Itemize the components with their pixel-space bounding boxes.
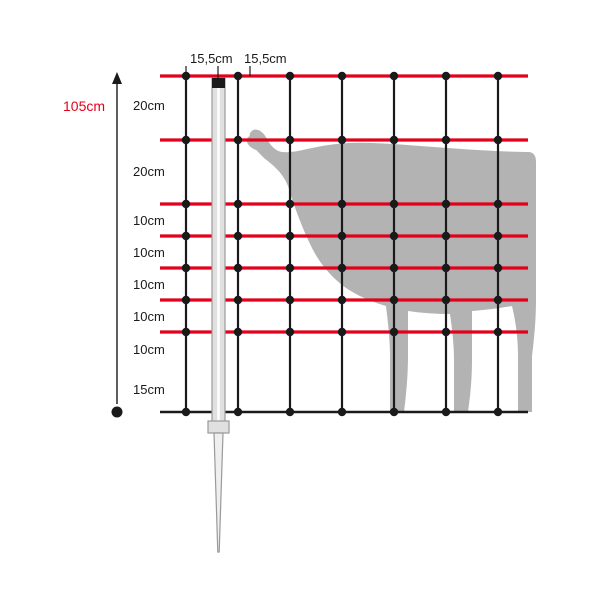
gap-label-4: 10cm (133, 245, 165, 260)
fence-post (208, 78, 229, 552)
gap-label-6: 10cm (133, 309, 165, 324)
total-height-label: 105cm (63, 98, 106, 114)
gap-label-7: 10cm (133, 342, 165, 357)
gap-label-3: 10cm (133, 213, 165, 228)
spacing-label-2: 15,5cm (244, 51, 287, 66)
gap-label-1: 20cm (133, 98, 165, 113)
gap-label-8: 15cm (133, 382, 165, 397)
gap-label-2: 20cm (133, 164, 165, 179)
height-dimension-arrow (112, 72, 123, 418)
gap-label-5: 10cm (133, 277, 165, 292)
spacing-label-1: 15,5cm (190, 51, 233, 66)
